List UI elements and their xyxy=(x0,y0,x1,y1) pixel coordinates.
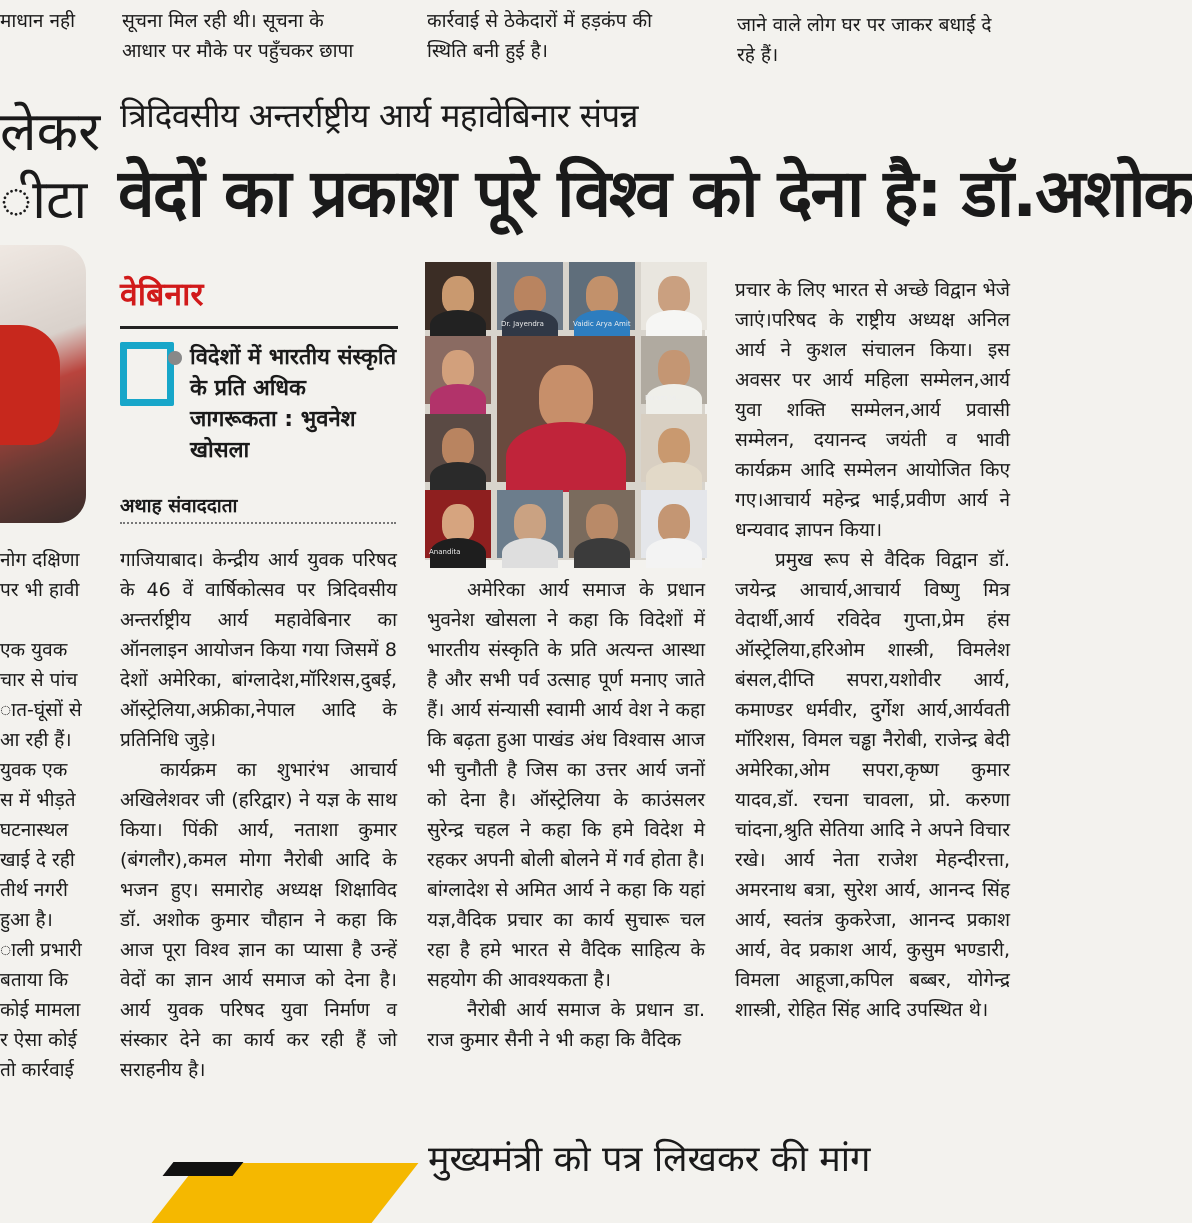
left-article-photo xyxy=(0,245,86,523)
article-headline: वेदों का प्रकाश पूरे विश्व को देना है: डॉ.अशोक xyxy=(118,155,1192,232)
left-article-column: नोग दक्षिणा पर भी हावी एक युवक चार से पांच ात-घूंसों से आ रही हैं। युवक एक स में भीड़ते घटनास्थल खाई दे रही तीर्थ नगरी हुआ है। ाली प्रभारी बताया कि कोई मामला र ऐसा कोई तो कार्रवाई xyxy=(0,549,82,1081)
quote-icon xyxy=(120,342,174,406)
article-column-1 xyxy=(120,545,397,1085)
top-fragment-col3: कार्रवाई से ठेकेदारों में हड़कंप की स्थिति बनी हुई है। xyxy=(427,10,652,62)
byline: अथाह संवाददाता xyxy=(120,495,238,517)
top-fragment-col1: माधान नही xyxy=(0,10,76,32)
webinar-group-photo: Dr. Jayendra Vaidic Arya Amit Param Vi.. Anandita xyxy=(425,262,705,560)
byline-divider xyxy=(120,522,396,524)
top-fragment-col2: सूचना मिल रही थी। सूचना के आधार पर मौके पर पहुँचकर छापा xyxy=(122,10,354,62)
bullet-icon xyxy=(168,351,182,365)
article-column-2 xyxy=(427,575,705,1055)
decorative-black-band xyxy=(163,1162,244,1176)
article-paragraph: कार्यक्रम का शुभारंभ आचार्य अखिलेशवर जी (हरिद्वार) ने यज्ञ के साथ किया। पिंकी आर्य, नताशा कुमार (बंगलौर),कमल मोगा नैरोबी आदि के भजन हुए। समारोह अध्यक्ष शिक्षाविद डॉ. अशोक कुमार चौहान ने कहा कि आज पूरा विश्व ज्ञान का प्यासा है उन्हें वेदों का ज्ञान आर्य समाज को देना है।आर्य युवक परिषद युवा निर्माण व संस्कार देने का कार्य कर रही हैं जो सराहनीय है। xyxy=(120,759,397,1081)
section-rule xyxy=(120,326,398,329)
section-label: वेबिनार xyxy=(120,275,204,313)
article-paragraph: नैरोबी आर्य समाज के प्रधान डा. राज कुमार सैनी ने भी कहा कि वैदिक xyxy=(427,999,705,1051)
article-paragraph: गाजियाबाद। केन्द्रीय आर्य युवक परिषद के 46 वें वार्षिकोत्सव पर त्रिदिवसीय अन्तर्राष्ट्रीय आर्य महावेबिनार का ऑनलाइन आयोजन किया गया जिसमें 8 देशों अमेरिका, बांग्लादेश,मॉरिशस,दुबई, ऑस्ट्रेलिया,अफ्रीका,नेपाल आदि के प्रतिनिधि जुड़े। xyxy=(120,549,397,751)
left-article-headline-line1: लेकर xyxy=(0,100,101,163)
pullquote: विदेशों में भारतीय संस्कृति के प्रति अधिक जागरूकता : भुवनेश खोसला xyxy=(190,342,400,466)
article-paragraph: प्रमुख रूप से वैदिक विद्वान डॉ. जयेन्द्र आचार्य,आचार्य विष्णु मित्र वेदार्थी,आर्य रविदेव गुप्ता,प्रेम हंस ऑस्ट्रेलिया,हरिओम शास्त्री, विमलेश बंसल,दीप्ति सपरा,यशोवीर आर्य, कमाण्डर धर्मवीर, दुर्गेश आर्य,आर्यवती मॉरिशस, विमल चड्ढा नैरोबी, राजेन्द्र बेदी अमेरिका,ओम सपरा,कृष्ण कुमार यादव,डॉ. रचना चावला, प्रो. करुणा चांदना,श्रुति सेतिया आदि ने अपने विचार रखे। आर्य नेता राजेश मेहन्दीरत्ता, अमरनाथ बत्रा, सुरेश आर्य, आनन्द सिंह आर्य, स्वतंत्र कुकरेजा, आनन्द प्रकाश आर्य, वेद प्रकाश आर्य, कुसुम भण्डारी, विमला आहूजा,कपिल बब्बर, योगेन्द्र शास्त्री, रोहित सिंह आदि उपस्थित थे। xyxy=(735,549,1010,1021)
article-column-3 xyxy=(735,275,1010,1025)
article-paragraph: प्रचार के लिए भारत से अच्छे विद्वान भेजे जाएं।परिषद के राष्ट्रीय अध्यक्ष अनिल आर्य ने कुशल संचालन किया। इस अवसर पर आर्य महिला सम्मेलन,आर्य युवा शक्ति सम्मेलन,आर्य प्रवासी सम्मेलन, दयानन्द जयंती व भावी कार्यक्रम आदि सम्मेलन आयोजित किए गए।आचार्य महेन्द्र भाई,प्रवीण आर्य ने धन्यवाद ज्ञापन किया। xyxy=(735,279,1010,541)
top-fragment-col4: जाने वाले लोग घर पर जाकर बधाई दे रहे हैं। xyxy=(737,14,992,66)
article-paragraph: अमेरिका आर्य समाज के प्रधान भुवनेश खोसला ने कहा कि विदेशों में भारतीय संस्कृति के प्रति अत्यन्त आस्था है और सभी पर्व उत्साह पूर्ण मनाए जाते हैं। आर्य संन्यासी स्वामी आर्य वेश ने कहा कि बढ़ता हुआ पाखंड अंध विश्वास आज भी चुनौती है जिस का उत्तर आर्य जनों को देना है। ऑस्ट्रेलिया के काउंसलर सुरेन्द्र चहल ने कहा कि हमे विदेश मे रहकर अपनी बोली बोलने में गर्व होता है। बांग्लादेश से अमित आर्य ने कहा कि यहां यज्ञ,वैदिक प्रचार का कार्य सुचारू चल रहा है हमे भारत से वैदिक साहित्य के सहयोग की आवश्यकता है। xyxy=(427,579,705,991)
next-article-headline: मुख्यमंत्री को पत्र लिखकर की मांग xyxy=(428,1139,871,1180)
left-article-headline-line2: ीटा xyxy=(0,168,88,231)
article-kicker: त्रिदिवसीय अन्तर्राष्ट्रीय आर्य महावेबिनार संपन्न xyxy=(120,96,638,135)
